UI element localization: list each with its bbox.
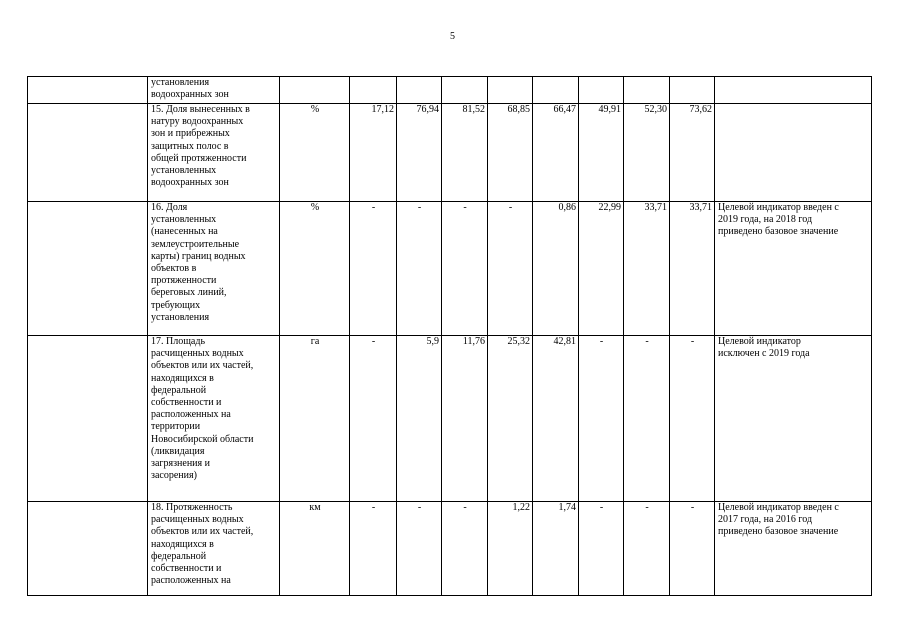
value-cell: - — [624, 336, 670, 502]
value-cell: - — [350, 202, 397, 336]
section-cell — [28, 502, 148, 596]
value-cell: 22,99 — [579, 202, 624, 336]
value-cell: 1,74 — [533, 502, 579, 596]
indicators-table — [27, 76, 872, 596]
value-cell — [442, 77, 488, 104]
value-cell: 1,22 — [488, 502, 533, 596]
table-row — [28, 502, 872, 596]
table-row — [28, 77, 872, 104]
value-cell: - — [397, 502, 442, 596]
table-row — [28, 202, 872, 336]
note-cell — [715, 77, 872, 104]
indicator-cell: 17. Площадь расчищенных водных объектов или их частей, находящихся в федеральной собственности и расположенных на территории Новосибирской области (ликвидация загрязнения и засорения) — [148, 336, 280, 502]
value-cell: 17,12 — [350, 104, 397, 202]
note-cell: Целевой индикатор исключен с 2019 года — [715, 336, 872, 502]
value-cell — [533, 77, 579, 104]
value-cell: 52,30 — [624, 104, 670, 202]
section-cell — [28, 336, 148, 502]
value-cell — [579, 77, 624, 104]
value-cell: 42,81 — [533, 336, 579, 502]
value-cell: 0,86 — [533, 202, 579, 336]
unit-cell: % — [280, 104, 350, 202]
section-cell — [28, 77, 148, 104]
value-cell: 33,71 — [624, 202, 670, 336]
value-cell: - — [350, 336, 397, 502]
value-cell: - — [442, 202, 488, 336]
table-row — [28, 104, 872, 202]
value-cell — [488, 77, 533, 104]
unit-cell: км — [280, 502, 350, 596]
table-row — [28, 336, 872, 502]
value-cell: - — [624, 502, 670, 596]
indicator-cell: установления водоохранных зон — [148, 77, 280, 104]
value-cell: 49,91 — [579, 104, 624, 202]
table-body — [28, 77, 872, 596]
indicator-cell: 18. Протяженность расчищенных водных объектов или их частей, находящихся в федеральной собственности и расположенных на — [148, 502, 280, 596]
value-cell: 11,76 — [442, 336, 488, 502]
note-cell: Целевой индикатор введен с 2019 года, на 2018 год приведено базовое значение — [715, 202, 872, 336]
value-cell: - — [488, 202, 533, 336]
section-cell — [28, 104, 148, 202]
value-cell: - — [579, 502, 624, 596]
value-cell: - — [579, 336, 624, 502]
note-cell — [715, 104, 872, 202]
value-cell: 66,47 — [533, 104, 579, 202]
page-number: 5 — [450, 31, 455, 42]
value-cell: 68,85 — [488, 104, 533, 202]
value-cell: 81,52 — [442, 104, 488, 202]
unit-cell — [280, 77, 350, 104]
value-cell — [350, 77, 397, 104]
value-cell: 5,9 — [397, 336, 442, 502]
value-cell — [397, 77, 442, 104]
section-cell — [28, 202, 148, 336]
value-cell: 76,94 — [397, 104, 442, 202]
value-cell: - — [397, 202, 442, 336]
value-cell — [670, 77, 715, 104]
value-cell: - — [350, 502, 397, 596]
value-cell: - — [670, 502, 715, 596]
value-cell: 25,32 — [488, 336, 533, 502]
value-cell: - — [442, 502, 488, 596]
value-cell: 33,71 — [670, 202, 715, 336]
unit-cell: % — [280, 202, 350, 336]
value-cell — [624, 77, 670, 104]
indicator-cell: 15. Доля вынесенных в натуру водоохранных зон и прибрежных защитных полос в общей протяженности установленных водоохранных зон — [148, 104, 280, 202]
value-cell: 73,62 — [670, 104, 715, 202]
indicator-cell: 16. Доля установленных (нанесенных на землеустроительные карты) границ водных объектов в протяженности береговых линий, требующих установления — [148, 202, 280, 336]
value-cell: - — [670, 336, 715, 502]
unit-cell: га — [280, 336, 350, 502]
note-cell: Целевой индикатор введен с 2017 года, на 2016 год приведено базовое значение — [715, 502, 872, 596]
